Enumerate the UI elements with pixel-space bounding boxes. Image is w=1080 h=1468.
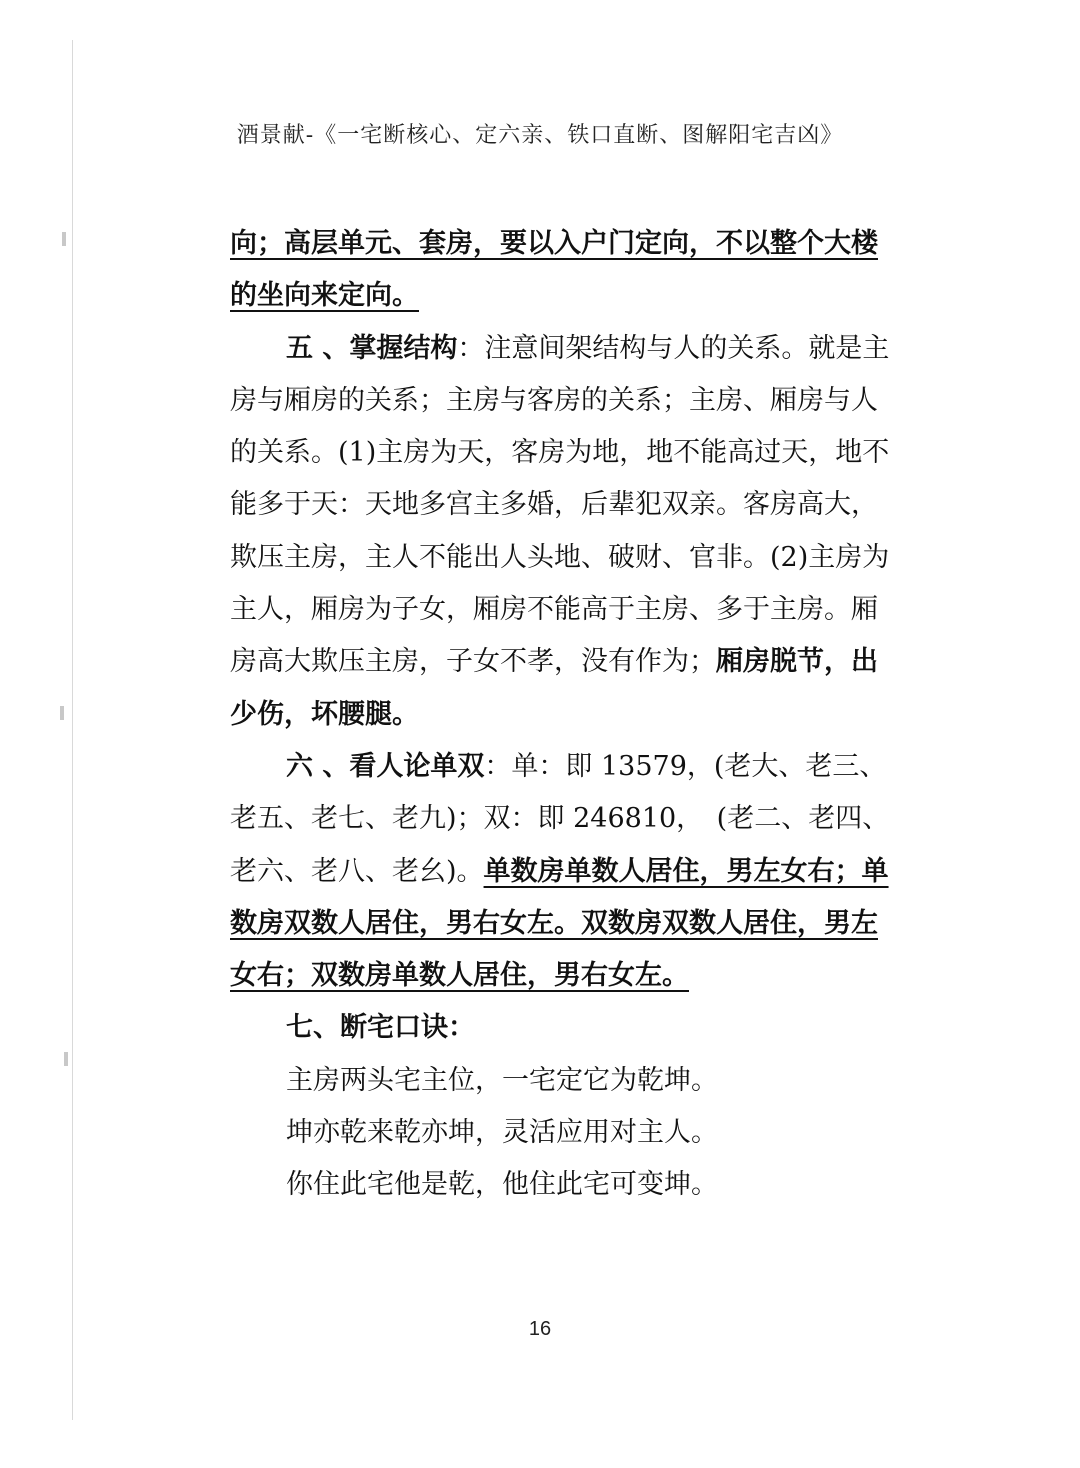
section-heading-5: 五 、掌握结构 xyxy=(286,332,458,364)
scan-mark xyxy=(64,1052,68,1066)
paragraph-orientation xyxy=(230,218,900,323)
paragraph-mnemonic-heading xyxy=(230,1002,900,1054)
page-number: 16 xyxy=(528,1318,552,1340)
underlined-bold-text: 单数房单数人居住，男左女右；单数房双数人居住，男右女左。双数房双数人居住，男左女右；双数房单数人居住，男右女左。 xyxy=(230,855,889,992)
paragraph-text: ：注意间架结构与人的关系。就是主房与厢房的关系；主房与客房的关系；主房、厢房与人的关系。(1)主房为天，客房为地，地不能高过天，地不能多于天：天地多宫主多婚，后辈犯双亲。客房高大，欺压主房，主人不能出人头地、破财、官非。(2)主房为 主人，厢房为子女，厢房不能高于主房、多于主房。厢房高大欺压主房，子女不孝，没有作为； xyxy=(230,332,890,678)
scan-mark xyxy=(62,232,66,246)
section-heading-6: 六 、看人论单双 xyxy=(286,750,485,782)
verse-line: 主房两头宅主位，一宅定它为乾坤。 xyxy=(286,1064,718,1096)
page-header: 酒景献-《一宅断核心、定六亲、铁口直断、图解阳宅吉凶》 xyxy=(236,123,844,148)
verse-line: 坤亦乾来乾亦坤，灵活应用对主人。 xyxy=(286,1117,718,1149)
scan-mark xyxy=(60,706,64,720)
scan-edge-line xyxy=(72,40,73,1420)
section-heading-7: 七、断宅口诀： xyxy=(286,1012,475,1044)
document-body xyxy=(230,218,900,1212)
verse-line: 你住此宅他是乾，他住此宅可变坤。 xyxy=(286,1169,718,1201)
paragraph-structure xyxy=(230,323,900,741)
underlined-bold-text: 向；高层单元、套房，要以入户门定向，不以整个大楼的坐向来定向。 xyxy=(230,228,878,312)
paragraph-text: ：单：即 13579，(老大、老三、老五、老七、老九)；双：即 246810， (老二、老四、老六、老八、老幺)。 xyxy=(230,750,890,887)
bold-conclusion: 厢房脱节，出少伤，坏腰腿。 xyxy=(230,646,878,730)
paragraph-odd-even xyxy=(230,741,900,1002)
